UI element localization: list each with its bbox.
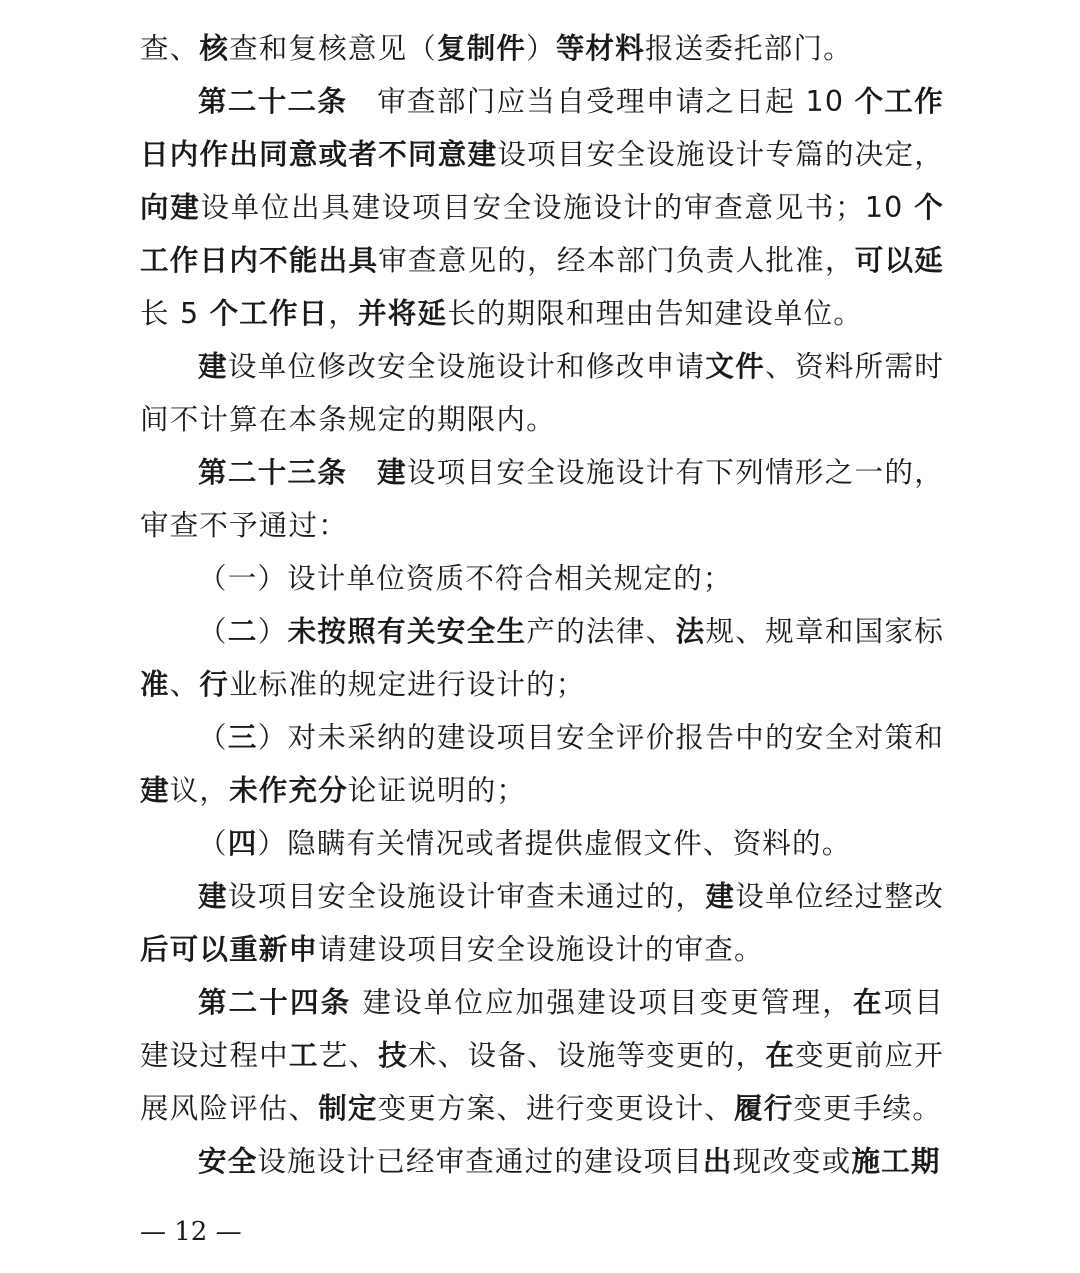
paragraph-p3 bbox=[140, 446, 944, 552]
text-run: 个工作日内不能出具 bbox=[140, 191, 944, 277]
text-run: 二 bbox=[227, 615, 258, 648]
text-run: 准 bbox=[140, 668, 170, 701]
text-run: 在 bbox=[852, 986, 884, 1019]
text-run: 、资料所需时间不计算在本条规定的期限内。 bbox=[140, 350, 945, 436]
text-run: 复制件 bbox=[437, 32, 527, 65]
paragraph-p5 bbox=[140, 605, 944, 711]
paragraph-p2 bbox=[140, 340, 944, 446]
text-run: 并将延 bbox=[358, 297, 448, 330]
paragraph-p4 bbox=[140, 552, 944, 605]
text-run: 未作充分 bbox=[229, 774, 348, 807]
text-run: 现改变或 bbox=[732, 1145, 852, 1178]
text-run: 查和复核意见（ bbox=[229, 32, 438, 65]
page-number: — 12 — bbox=[140, 1217, 242, 1247]
text-run: 行 bbox=[199, 668, 230, 701]
text-run: 设单位出具建设项目安全设施设计的审查意见书；10 bbox=[200, 191, 915, 224]
text-run: ） bbox=[526, 32, 556, 65]
text-run: 工 bbox=[288, 1039, 319, 1072]
body-text bbox=[140, 22, 944, 1188]
text-run: 未按照有关安全生 bbox=[287, 615, 527, 648]
text-run: 报送委托部门。 bbox=[644, 32, 853, 65]
text-run: 审查意见的，经本部门负责人批准， bbox=[378, 244, 855, 277]
text-run: 第二十三条 bbox=[198, 456, 348, 489]
text-run: 审查部门应当自受理申请之日起 10 bbox=[347, 85, 855, 118]
paragraph-p10 bbox=[140, 1135, 944, 1188]
text-run: （ bbox=[198, 615, 228, 648]
paragraph-p6 bbox=[140, 711, 944, 817]
text-run: 技 bbox=[378, 1039, 409, 1072]
text-run: 法 bbox=[675, 615, 706, 648]
text-run: （ bbox=[198, 721, 228, 754]
text-run: 核 bbox=[199, 32, 230, 65]
text-run: 设项目安全设施设计审查未通过的， bbox=[227, 880, 706, 913]
paragraph-p8 bbox=[140, 870, 944, 976]
text-run: 第二十二条 bbox=[198, 85, 348, 118]
paragraph-p9 bbox=[140, 976, 944, 1135]
text-run: 建 bbox=[377, 456, 407, 489]
text-run: 在 bbox=[765, 1039, 796, 1072]
text-run: 产的法律、 bbox=[526, 615, 676, 648]
text-run: 请建设项目安全设施设计的审查。 bbox=[318, 933, 764, 966]
text-run: 出 bbox=[702, 1145, 733, 1178]
text-run: 设施设计已经审查通过的建设项目 bbox=[257, 1145, 703, 1178]
text-run: （ bbox=[198, 827, 228, 860]
text-run: 设单位经过整改 bbox=[735, 880, 945, 913]
text-run: 设项目安全设施设计专篇的决定， bbox=[497, 138, 944, 171]
text-run: 个工作日内作出同意或者不同意建 bbox=[140, 85, 944, 171]
text-run: 建 bbox=[705, 880, 736, 913]
text-run: ）对未采纳的建设项目安全评价报告中的安全对策和 bbox=[257, 721, 945, 754]
text-run: ） bbox=[257, 615, 288, 648]
text-run: 文件 bbox=[705, 350, 766, 383]
text-run: 长 5 bbox=[140, 297, 210, 330]
text-run: 、 bbox=[169, 668, 200, 701]
paragraph-p1 bbox=[140, 75, 944, 340]
text-run: 施工期 bbox=[851, 1145, 941, 1178]
text-run: 安全 bbox=[198, 1145, 258, 1178]
text-run: 查、 bbox=[140, 32, 200, 65]
text-run: 建 bbox=[198, 880, 228, 913]
text-run: 三 bbox=[227, 721, 258, 754]
text-run: 变更手续。 bbox=[793, 1092, 942, 1125]
text-run: 建设单位应加强建设项目变更管理， bbox=[351, 986, 853, 1019]
text-run: 建 bbox=[198, 350, 228, 383]
text-run: 项目建设过程中 bbox=[140, 986, 944, 1072]
text-run: 议， bbox=[169, 774, 230, 807]
paragraph-p7 bbox=[140, 817, 944, 870]
text-run: 艺、 bbox=[318, 1039, 379, 1072]
text-run bbox=[347, 456, 377, 489]
text-run: 长的期限和理由告知建设单位。 bbox=[447, 297, 863, 330]
text-run: 第二十四条 bbox=[198, 986, 352, 1019]
text-run: 个工作日 bbox=[209, 297, 329, 330]
text-run: 规、规章和国家标 bbox=[705, 615, 945, 648]
text-run: 论证说明的； bbox=[347, 774, 527, 807]
text-run: ， bbox=[328, 297, 359, 330]
text-run: 建 bbox=[140, 774, 170, 807]
text-run: 变更方案、进行变更设计、 bbox=[377, 1092, 735, 1125]
text-run: 设单位修改安全设施设计和修改申请 bbox=[227, 350, 706, 383]
text-run: 业标准的规定进行设计的； bbox=[229, 668, 586, 701]
text-run: 四 bbox=[227, 827, 258, 860]
text-run: 后可以重新申 bbox=[140, 933, 319, 966]
text-run: 履行 bbox=[734, 1092, 794, 1125]
text-run: （一）设计单位资质不符合相关规定的； bbox=[198, 562, 733, 595]
text-run: 向建 bbox=[140, 191, 201, 224]
paragraph-p0 bbox=[140, 22, 944, 75]
text-run: 术、设备、设施等变更的， bbox=[408, 1039, 766, 1072]
text-run: 设项目安全设施设计有下列情形之一的，审查不予通过： bbox=[140, 456, 945, 542]
text-run: ）隐瞒有关情况或者提供虚假文件、资料的。 bbox=[257, 827, 852, 860]
text-run: 变更前应开展风险评估、 bbox=[140, 1039, 944, 1125]
text-run: 等材料 bbox=[555, 32, 645, 65]
text-run: 制定 bbox=[318, 1092, 378, 1125]
text-run: 可以延 bbox=[854, 244, 944, 277]
